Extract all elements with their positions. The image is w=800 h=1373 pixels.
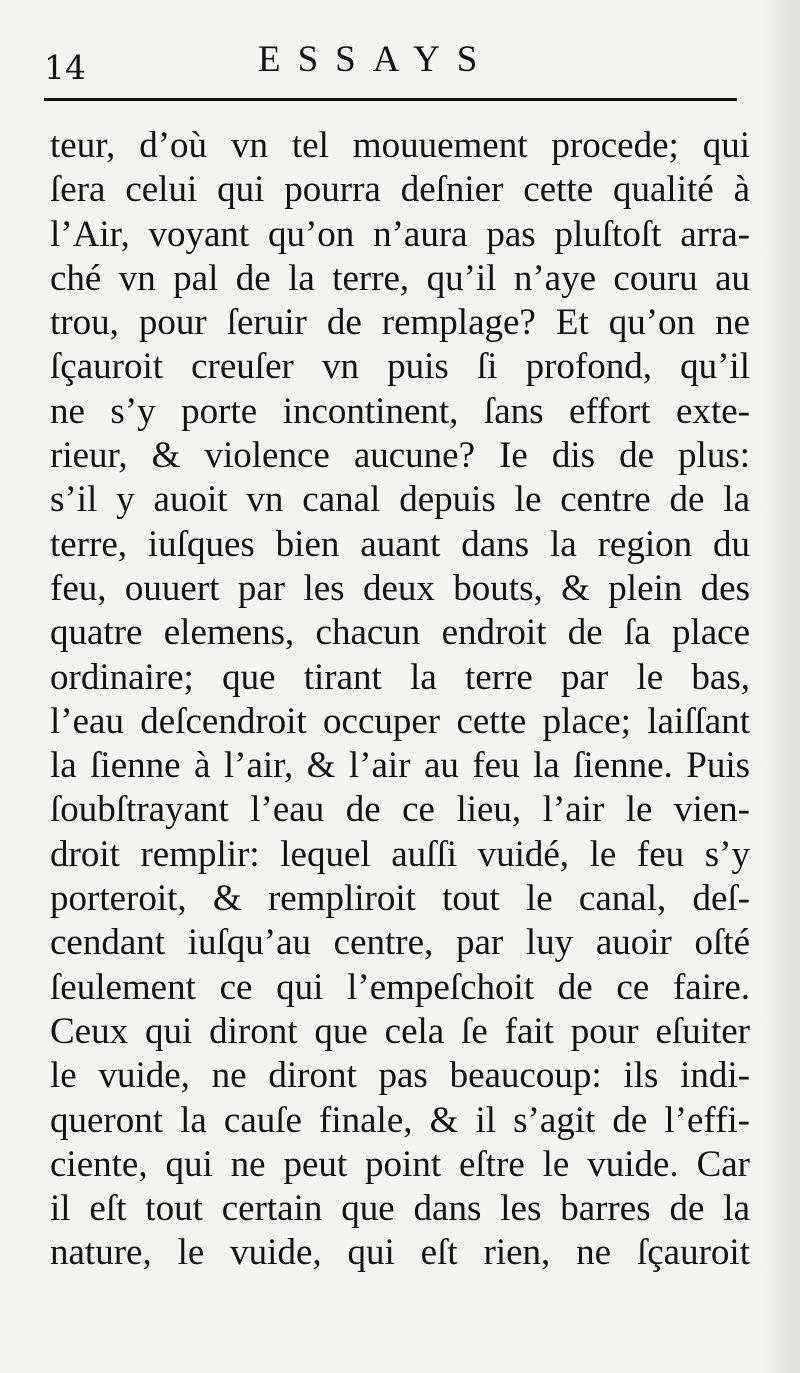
text-line: porteroit, & rempliroit tout le canal, deſ- <box>50 878 750 920</box>
text-line: le vuide, ne diront pas beaucoup: ils indi- <box>50 1055 750 1097</box>
text-line: Ceux qui diront que cela ſe fait pour eſuiter <box>50 1010 750 1052</box>
text-line: il eſt tout certain que dans les barres de la <box>50 1188 750 1230</box>
text-line: nature, le vuide, qui eſt rien, ne ſçauroit <box>50 1232 750 1274</box>
running-head: ESSAYS <box>258 39 495 80</box>
text-line: feu, ouuert par les deux bouts, & plein des <box>50 567 750 609</box>
text-line: terre, iuſques bien auant dans la region du <box>50 523 750 565</box>
text-line: queront la cauſe finale, & il s’agit de l’effi- <box>50 1099 750 1141</box>
text-line: droit remplir: lequel auſſi vuidé, le feu s’y <box>50 833 750 875</box>
page-header <box>0 0 800 100</box>
header-rule <box>44 98 737 101</box>
text-line: ſeulement ce qui l’empeſchoit de ce faire. <box>50 966 750 1008</box>
text-line: ſoubſtrayant l’eau de ce lieu, l’air le vien- <box>50 789 750 831</box>
text-line: cendant iuſqu’au centre, par luy auoir oſté <box>50 922 750 964</box>
text-line: ciente, qui ne peut point eſtre le vuide. Car <box>50 1143 750 1185</box>
text-line: s’il y auoit vn canal depuis le centre de la <box>50 479 750 521</box>
page-number: 14 <box>44 48 86 87</box>
text-line: quatre elemens, chacun endroit de ſa place <box>50 612 750 654</box>
text-line: ordinaire; que tirant la terre par le bas, <box>50 656 750 698</box>
text-line: l’eau deſcendroit occuper cette place; laiſſant <box>50 700 750 742</box>
text-line: trou, pour ſeruir de remplage? Et qu’on ne <box>50 302 750 344</box>
text-line: ſera celui qui pourra deſnier cette qualité à <box>50 169 750 211</box>
page-edge-shadow <box>762 0 800 1373</box>
text-line: la ſienne à l’air, & l’air au feu la ſienne. Puis <box>50 745 750 787</box>
text-line: rieur, & violence aucune? Ie dis de plus: <box>50 435 750 477</box>
text-line: teur, d’où vn tel mouuement procede; qui <box>50 125 750 166</box>
text-line: ne s’y porte incontinent, ſans effort exte- <box>50 390 750 432</box>
text-line: l’Air, voyant qu’on n’aura pas pluſtoſt arra- <box>50 213 750 255</box>
text-line: ché vn pal de la terre, qu’il n’aye couru au <box>50 257 750 299</box>
body-text <box>50 124 750 1276</box>
text-line: ſçauroit creuſer vn puis ſi profond, qu’il <box>50 346 750 388</box>
